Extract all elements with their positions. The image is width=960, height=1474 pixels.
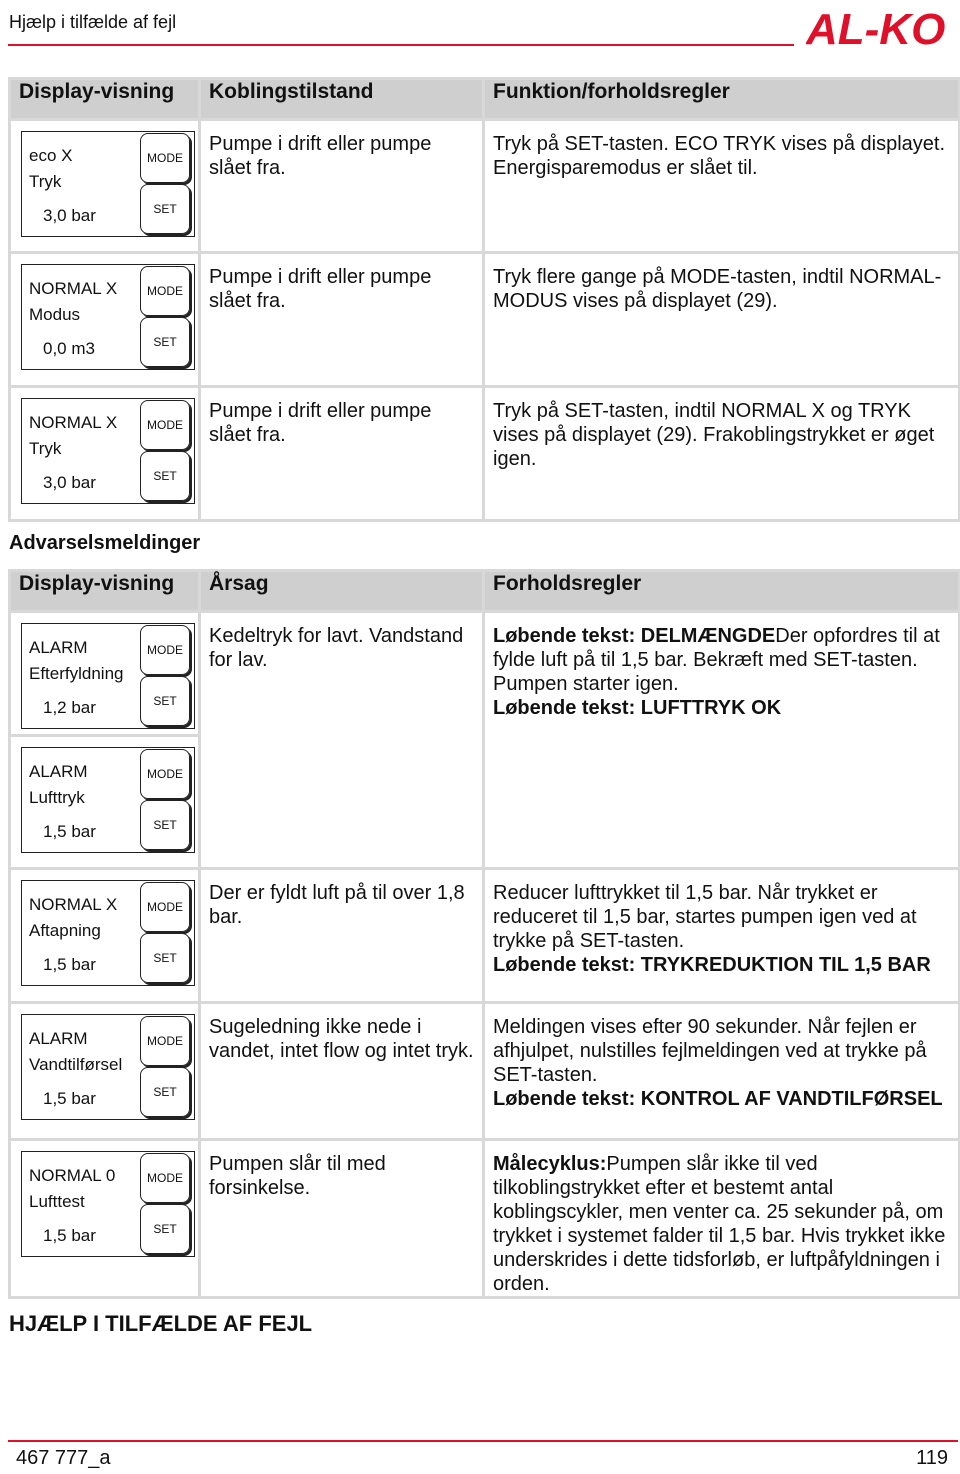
lcd-display xyxy=(21,264,195,370)
set-button: SET xyxy=(140,184,190,234)
mode-button: MODE xyxy=(140,625,190,675)
section-title-warnings: Advarselsmeldinger xyxy=(9,532,201,554)
display-cell xyxy=(10,120,200,253)
page-header-title: Hjælp i tilfælde af fejl xyxy=(9,12,177,32)
display-line2: Vandtilførsel xyxy=(29,1055,123,1074)
display-line2: Tryk xyxy=(29,439,62,458)
al-ko-logo-text: AL-KO xyxy=(806,5,946,48)
table-row xyxy=(10,1140,960,1298)
measure-body: Der opfordres til at fylde luft på til 1,5 bar. Bekræft med SET-tasten. Pumpen starter igen. xyxy=(493,625,940,695)
measure-running-text: Løbende tekst: KONTROL AF VANDTILFØRSEL xyxy=(493,1088,943,1110)
display-value: 3,0 bar xyxy=(43,206,96,225)
display-cell xyxy=(10,612,200,736)
display-line1: NORMAL 0 xyxy=(29,1166,116,1185)
display-value: 1,5 bar xyxy=(43,822,96,841)
warnings-table xyxy=(8,569,960,1299)
function-text: Tryk på SET-tasten, indtil NORMAL X og TRYK vises på displayet (29). Frakoblingstrykket er øget igen. xyxy=(493,400,935,470)
display-value: 1,5 bar xyxy=(43,1089,96,1108)
page-number: 119 xyxy=(916,1447,948,1469)
table-row xyxy=(10,120,960,253)
display-line2: Efterfyldning xyxy=(29,664,124,683)
lcd-display xyxy=(21,398,195,504)
section-title-help: HJÆLP I TILFÆLDE AF FEJL xyxy=(9,1311,313,1336)
table-row xyxy=(10,253,960,387)
display-line1: ALARM xyxy=(29,638,88,657)
display-value: 1,5 bar xyxy=(43,955,96,974)
cause-text: Der er fyldt luft på til over 1,8 bar. xyxy=(209,882,465,928)
state-text: Pumpe i drift eller pumpe slået fra. xyxy=(209,133,432,179)
set-button: SET xyxy=(140,1067,190,1117)
display-cell xyxy=(10,253,200,387)
table2-header-measures: Forholdsregler xyxy=(484,571,960,612)
table1-header-display: Display-visning xyxy=(10,79,200,120)
display-line2: Tryk xyxy=(29,172,62,191)
table-row xyxy=(10,869,960,1003)
display-line2: Aftapning xyxy=(29,921,101,940)
measure-text xyxy=(485,870,958,977)
lcd-display xyxy=(21,623,195,729)
display-line1: eco X xyxy=(29,146,73,165)
table-row xyxy=(10,612,960,736)
header-divider xyxy=(8,44,794,46)
set-button: SET xyxy=(140,933,190,983)
measure-text xyxy=(485,613,958,720)
display-value: 1,2 bar xyxy=(43,698,96,717)
set-button: SET xyxy=(140,317,190,367)
display-line1: ALARM xyxy=(29,762,88,781)
mode-button: MODE xyxy=(140,749,190,799)
display-value: 0,0 m3 xyxy=(43,339,95,358)
measure-bold-label: Løbende tekst: DELMÆNGDE xyxy=(493,625,776,647)
table-row xyxy=(10,387,960,521)
display-value: 1,5 bar xyxy=(43,1226,96,1245)
display-line1: ALARM xyxy=(29,1029,88,1048)
display-line2: Modus xyxy=(29,305,81,324)
table-row xyxy=(10,1003,960,1140)
measure-text xyxy=(485,1004,958,1111)
measure-body: Meldingen vises efter 90 sekunder. Når fejlen er afhjulpet, nulstilles fejlmeldingen ved at trykke på SET-tasten. xyxy=(493,1016,927,1086)
display-line1: NORMAL X xyxy=(29,279,118,298)
measure-running-text: Løbende tekst: TRYKREDUKTION TIL 1,5 BAR xyxy=(493,954,931,976)
cause-text xyxy=(201,736,482,747)
display-cell xyxy=(10,387,200,521)
mode-button: MODE xyxy=(140,1153,190,1203)
table2-header-display: Display-visning xyxy=(10,571,200,612)
function-text: Tryk på SET-tasten. ECO TRYK vises på displayet. Energisparemodus er slået til. xyxy=(493,133,946,179)
mode-button: MODE xyxy=(140,400,190,450)
measure-body: Pumpen slår ikke til ved tilkoblingstrykket efter et bestemt antal koblingscykler, men venter ca. 25 sekunder på, om trykket i systemet falder til 1,5 bar. Hvis trykket ikke underskrides i dette tidsforløb, er luftpåfyldningen i orden. xyxy=(493,1153,946,1295)
display-cell xyxy=(10,1140,200,1298)
document-number: 467 777_a xyxy=(16,1447,111,1469)
lcd-display xyxy=(21,1151,195,1257)
mode-button: MODE xyxy=(140,133,190,183)
display-line1: NORMAL X xyxy=(29,895,118,914)
table-row xyxy=(10,736,960,869)
cause-text: Sugeledning ikke nede i vandet, intet flow og intet tryk. xyxy=(209,1016,474,1062)
function-text: Tryk flere gange på MODE-tasten, indtil NORMAL- MODUS vises på displayet (29). xyxy=(493,266,942,312)
display-line1: NORMAL X xyxy=(29,413,118,432)
mode-button: MODE xyxy=(140,882,190,932)
display-value: 3,0 bar xyxy=(43,473,96,492)
set-button: SET xyxy=(140,1204,190,1254)
mode-button: MODE xyxy=(140,266,190,316)
state-text: Pumpe i drift eller pumpe slået fra. xyxy=(209,266,432,312)
display-line2: Lufttryk xyxy=(29,788,85,807)
al-ko-logo xyxy=(806,4,958,48)
set-button: SET xyxy=(140,800,190,850)
measure-running-text: Løbende tekst: LUFTTRYK OK xyxy=(493,697,782,719)
lcd-display xyxy=(21,131,195,237)
table1-header-function: Funktion/forholdsregler xyxy=(484,79,960,120)
table2-header-cause: Årsag xyxy=(200,571,484,612)
display-cell xyxy=(10,736,200,869)
measure-text xyxy=(485,736,958,747)
cause-text: Pumpen slår til med forsinkelse. xyxy=(209,1153,386,1199)
lcd-display xyxy=(21,880,195,986)
table1-header-state: Koblingstilstand xyxy=(200,79,484,120)
display-line2: Lufttest xyxy=(29,1192,85,1211)
footer-divider xyxy=(8,1440,958,1442)
state-text: Pumpe i drift eller pumpe slået fra. xyxy=(209,400,432,446)
display-cell xyxy=(10,869,200,1003)
lcd-display xyxy=(21,1014,195,1120)
measure-text xyxy=(485,1141,958,1296)
lcd-display xyxy=(21,747,195,853)
set-button: SET xyxy=(140,676,190,726)
cause-text: Kedeltryk for lavt. Vandstand for lav. xyxy=(209,625,464,671)
set-button: SET xyxy=(140,451,190,501)
measure-body: Reducer lufttrykket til 1,5 bar. Når trykket er reduceret til 1,5 bar, startes pumpen igen ved at trykke på SET-tasten. xyxy=(493,882,917,952)
status-table xyxy=(8,77,960,522)
measure-bold-label: Målecyklus: xyxy=(493,1153,607,1175)
display-cell xyxy=(10,1003,200,1140)
mode-button: MODE xyxy=(140,1016,190,1066)
